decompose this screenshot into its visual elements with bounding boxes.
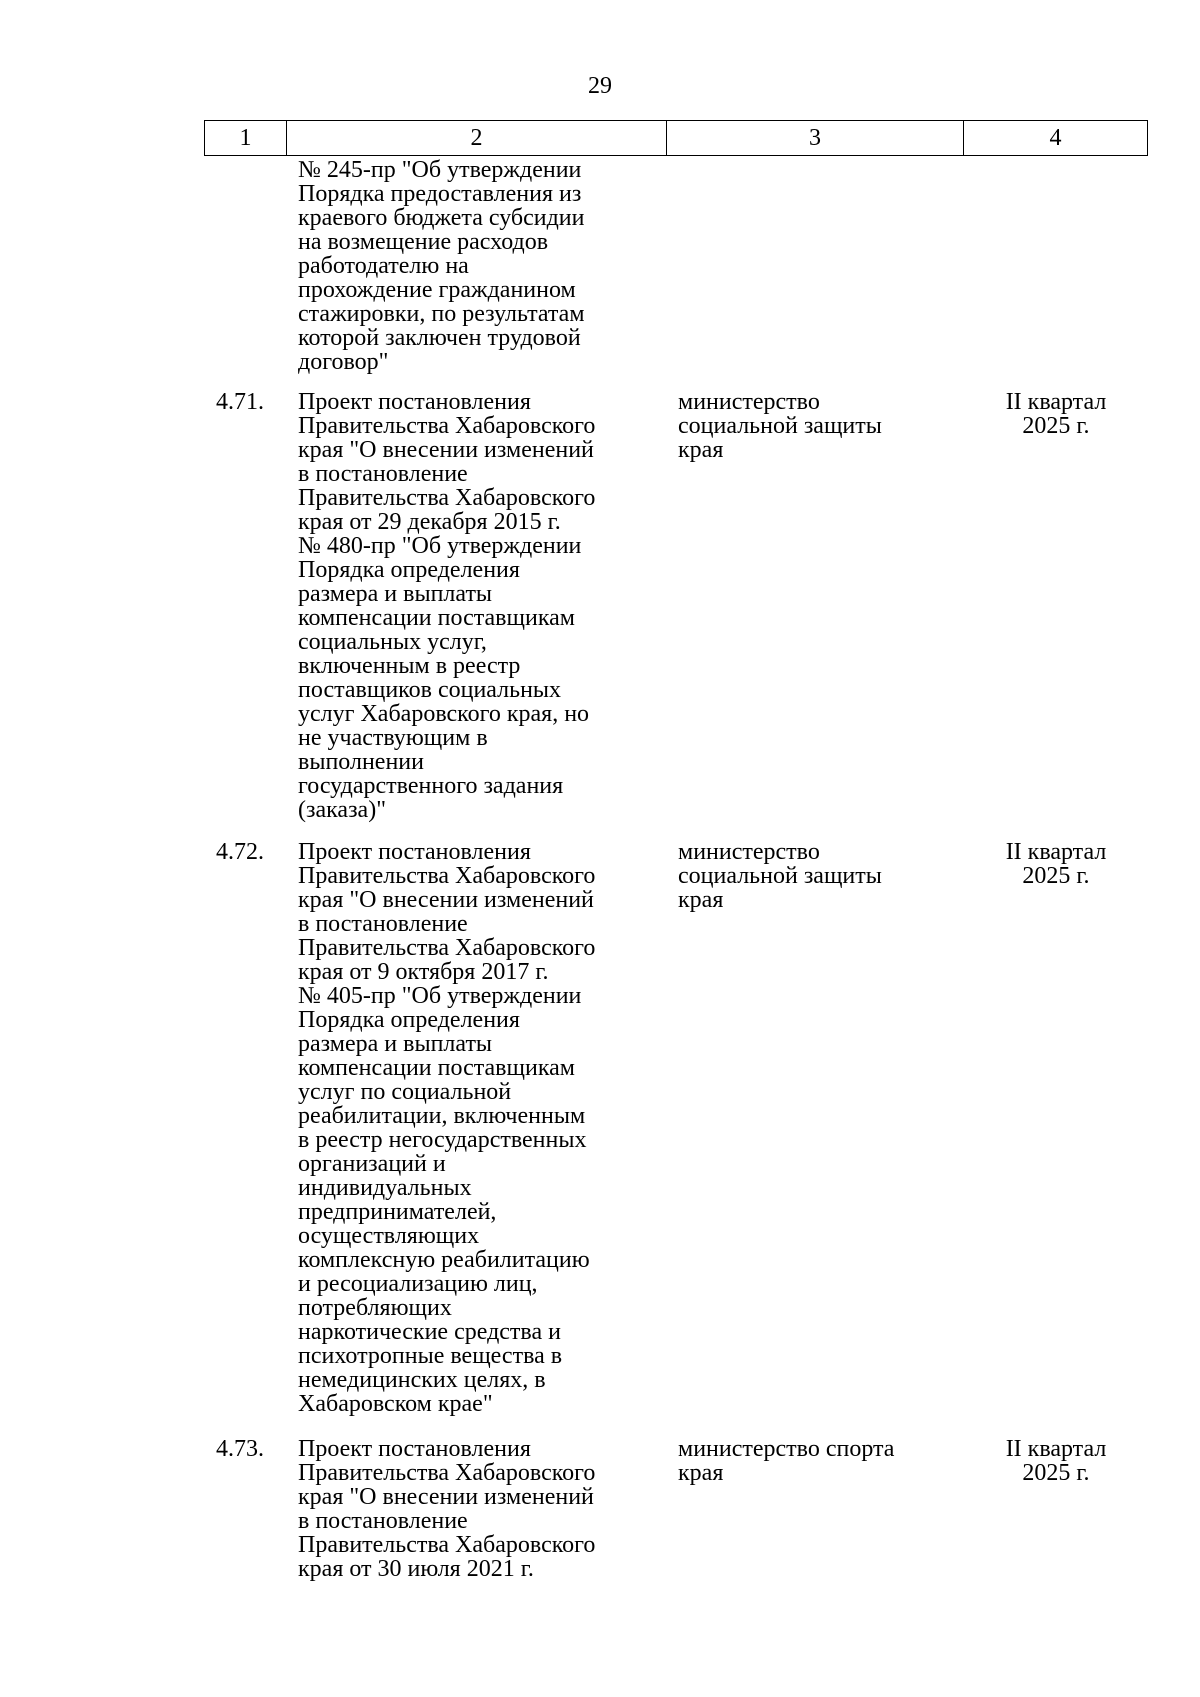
table-header <box>204 120 1148 156</box>
page-number: 29 <box>588 73 612 99</box>
row-term: II квартал 2025 г. <box>1005 839 1107 889</box>
row-title: № 245-пр "Об утверждении Порядка предоставления из краевого бюджета субсидии на возмещение расходов работодателю на прохождение гражданином стажировки, по результатам которой заключен трудовой договор" <box>298 157 585 375</box>
row-title: Проект постановления Правительства Хабаровского края "О внесении изменений в постановление Правительства Хабаровского края от 30 июля 2021 г. <box>298 1436 596 1582</box>
row-executor: министерство социальной защиты края <box>678 389 882 463</box>
row-executor: министерство социальной защиты края <box>678 839 882 913</box>
row-number: 4.72. <box>216 839 264 865</box>
row-number: 4.71. <box>216 389 264 415</box>
row-title: Проект постановления Правительства Хабаровского края "О внесении изменений в постановление Правительства Хабаровского края от 29 декабря 2015 г. № 480-пр "Об утверждении Порядка определения размера и выплаты компенсации поставщикам социальных услуг, включенным в реестр поставщиков социальных услуг Хабаровского края, но не участвующим в выполнении государственного задания (заказа)" <box>298 389 596 823</box>
header-col-3: 3 <box>667 121 964 155</box>
row-term: II квартал 2025 г. <box>1005 1436 1107 1486</box>
row-term: II квартал 2025 г. <box>1005 389 1107 439</box>
header-col-1: 1 <box>205 121 287 155</box>
row-executor: министерство спорта края <box>678 1436 895 1486</box>
row-title: Проект постановления Правительства Хабаровского края "О внесении изменений в постановление Правительства Хабаровского края от 9 октября 2017 г. № 405-пр "Об утверждении Порядка определения размера и выплаты компенсации поставщикам услуг по социальной реабилитации, включенным в реестр негосударственных организаций и индивидуальных предпринимателей, осуществляющих комплексную реабилитацию и ресоциализацию лиц, потребляющих наркотические средства и психотропные вещества в немедицинских целях, в Хабаровском крае" <box>298 839 596 1417</box>
row-number: 4.73. <box>216 1436 264 1462</box>
header-col-4: 4 <box>1049 125 1062 151</box>
header-col-2: 2 <box>287 121 667 155</box>
